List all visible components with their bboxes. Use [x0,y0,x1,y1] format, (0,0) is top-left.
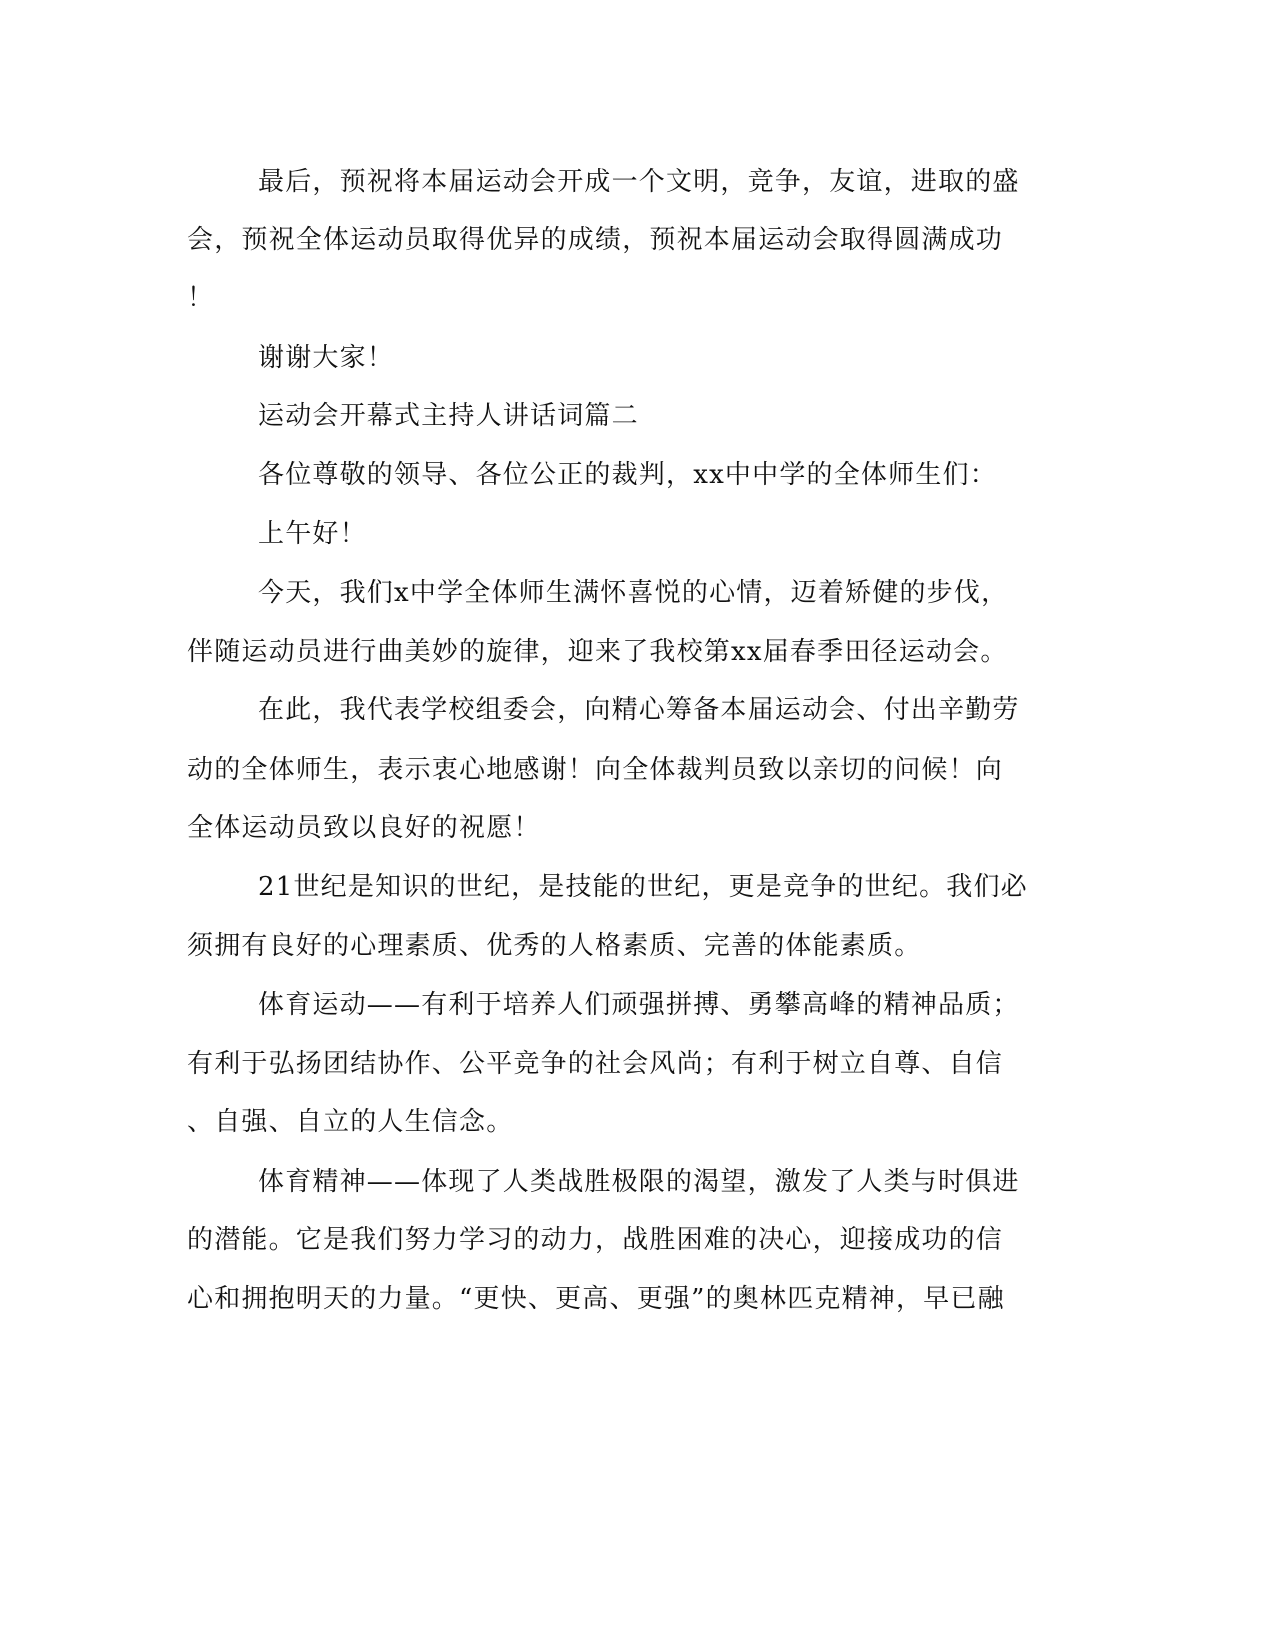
text-line: 、自强、自立的人生信念。 [187,1107,514,1137]
paragraph-closing-wishes: 最后，预祝将本届运动会开成一个文明，竞争，友谊，进取的盛 [258,167,1020,197]
text-line: 会，预祝全体运动员取得优异的成绩，预祝本届运动会取得圆满成功 [187,225,1004,255]
paragraph-opening: 今天，我们x中学全体师生满怀喜悦的心情，迈着矫健的步伐， [258,578,1009,608]
paragraph-gratitude: 在此，我代表学校组委会，向精心筹备本届运动会、付出辛勤劳 [258,695,1020,725]
text-line: 心和拥抱明天的力量。“更快、更高、更强”的奥林匹克精神，早已融 [187,1284,1005,1314]
paragraph-spirit: 体育精神——体现了人类战胜极限的渴望，激发了人类与时俱进 [258,1167,1020,1197]
paragraph-sports: 体育运动——有利于培养人们顽强拼搏、勇攀高峰的精神品质； [258,990,1020,1020]
text-line: 动的全体师生，表示衷心地感谢！向全体裁判员致以亲切的问候！向 [187,755,1004,785]
section-heading: 运动会开幕式主持人讲话词篇二 [258,401,639,431]
text-line: 有利于弘扬团结协作、公平竞争的社会风尚；有利于树立自尊、自信 [187,1049,1004,1079]
text-line: 全体运动员致以良好的祝愿！ [187,813,541,843]
salutation: 各位尊敬的领导、各位公正的裁判，xx中中学的全体师生们： [258,460,997,490]
text-line: ！ [187,283,215,313]
paragraph-century: 21世纪是知识的世纪，是技能的世纪，更是竞争的世纪。我们必 [258,872,1028,902]
thanks-line: 谢谢大家！ [258,343,395,373]
text-line: 须拥有良好的心理素质、优秀的人格素质、完善的体能素质。 [187,931,922,961]
text-line: 的潜能。它是我们努力学习的动力，战胜困难的决心，迎接成功的信 [187,1225,1004,1255]
greeting: 上午好！ [258,519,367,549]
text-line: 伴随运动员进行曲美妙的旋律，迎来了我校第xx届春季田径运动会。 [187,637,1008,667]
